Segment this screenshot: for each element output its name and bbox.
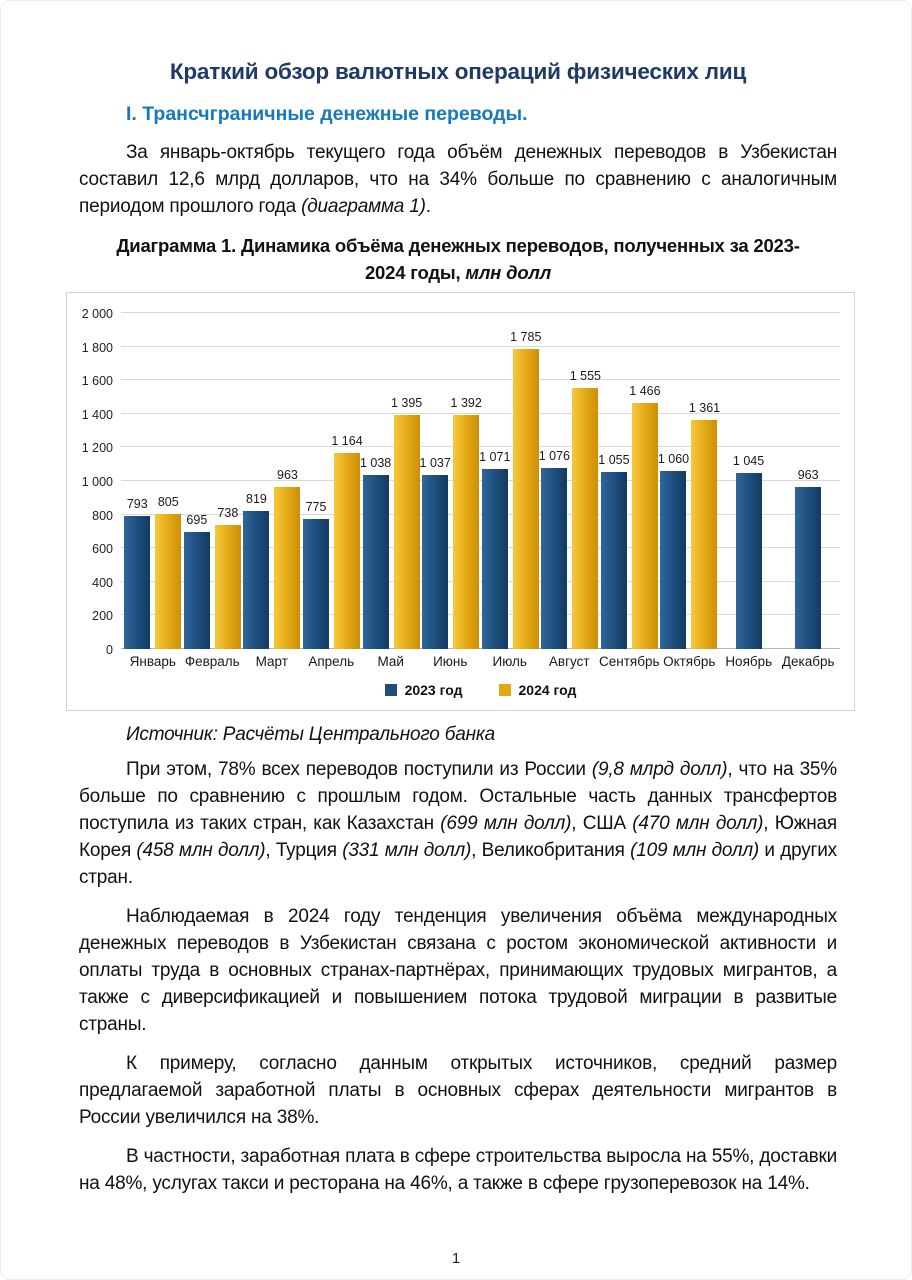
bar-value-label: 1 038 bbox=[359, 455, 392, 470]
x-tick-label: Май bbox=[377, 654, 404, 669]
x-tick-label: Июнь bbox=[433, 654, 468, 669]
bar-value-label: 819 bbox=[246, 492, 267, 507]
x-tick-label: Октябрь bbox=[663, 654, 716, 669]
y-tick-label: 1 600 bbox=[81, 374, 113, 389]
bar-value-label: 775 bbox=[305, 499, 327, 514]
bar-2024-год-Март bbox=[274, 468, 300, 649]
month-group bbox=[123, 313, 183, 649]
x-tick-label: Июль bbox=[492, 654, 527, 669]
x-tick-label: Апрель bbox=[308, 654, 355, 669]
bar-value-label: 1 076 bbox=[538, 449, 570, 464]
bar-value-label: 1 785 bbox=[510, 330, 542, 345]
bar-chart bbox=[66, 292, 855, 711]
y-tick-label: 0 bbox=[106, 643, 113, 657]
bar-2023-год-Июнь bbox=[419, 455, 451, 649]
month-group bbox=[421, 313, 481, 649]
month-group bbox=[719, 313, 779, 649]
y-tick-label: 1 200 bbox=[81, 441, 113, 456]
chart-plot-area bbox=[121, 313, 840, 649]
bar-value-label: 695 bbox=[186, 513, 208, 528]
bar-value-label: 738 bbox=[217, 506, 239, 521]
bar-value-label: 1 361 bbox=[688, 401, 721, 416]
month-group bbox=[242, 313, 302, 649]
legend-label: 2023 год bbox=[404, 682, 463, 698]
paragraph-trend: Наблюдаемая в 2024 году тенденция увеличения объёма международных денежных переводов в Узбекистан связана с ростом экономической активности и оплаты труда в основных странах-партнёрах, принимающих трудовых мигрантов, а также с диверсификацией и повышением потока трудовой миграции в развитые страны. bbox=[79, 906, 837, 1035]
bar-value-label: 1 466 bbox=[629, 383, 661, 398]
bar-2024-год-Июнь bbox=[450, 396, 482, 649]
bar-2024-год-Май bbox=[390, 395, 423, 649]
legend-swatch-icon bbox=[385, 684, 397, 696]
month-group bbox=[302, 313, 362, 649]
bar-value-label: 1 392 bbox=[450, 396, 482, 411]
bar-value-label: 1 060 bbox=[657, 451, 690, 466]
y-tick-label: 600 bbox=[92, 542, 113, 557]
y-tick-label: 400 bbox=[92, 575, 113, 590]
bar-2024-год-Февраль bbox=[215, 506, 241, 649]
legend-item bbox=[499, 682, 577, 698]
paragraph-russia: При этом, 78% всех переводов поступили из России (9,8 млрд долл), что на 35% больше по сравнению с прошлым годом. Остальные часть данных трансфертов поступила из таких стран, как Казахстан (699 млн долл), США (470 млн долл), Южная Корея (458 млн долл), Турция (331 млн долл), Великобритания (109 млн долл) и других стран. bbox=[79, 759, 837, 888]
bar-2023-год-Февраль bbox=[184, 513, 210, 649]
bar-2024-год-Сентябрь bbox=[629, 383, 661, 649]
bar-value-label: 793 bbox=[126, 496, 148, 511]
x-tick-label: Февраль bbox=[184, 654, 240, 669]
chart-bars bbox=[121, 313, 840, 649]
bar-2023-год-Июль bbox=[479, 450, 511, 649]
legend-swatch-icon bbox=[499, 684, 511, 696]
legend-item bbox=[385, 682, 463, 698]
bar-2023-год-Декабрь bbox=[795, 468, 821, 649]
y-tick-label: 1 400 bbox=[81, 407, 113, 422]
month-group bbox=[361, 313, 421, 649]
bar-value-label: 1 055 bbox=[598, 452, 630, 467]
bar-2023-год-Август bbox=[538, 449, 570, 649]
x-tick-label: Январь bbox=[129, 654, 176, 669]
bar-value-label: 805 bbox=[157, 494, 179, 509]
month-group bbox=[480, 313, 540, 649]
x-tick-label: Март bbox=[255, 654, 288, 669]
paragraph-wages: К примеру, согласно данным открытых источников, средний размер предлагаемой заработной платы в основных сферах деятельности мигрантов в России увеличился на 38%. bbox=[79, 1053, 837, 1128]
y-tick-label: 200 bbox=[92, 609, 113, 624]
x-tick-label: Август bbox=[548, 654, 590, 669]
paragraph-intro: За январь-октябрь текущего года объём денежных переводов в Узбекистан составил 12,6 млрд долларов, что на 34% больше по сравнению с аналогичным периодом прошлого года (диаграмма 1). bbox=[79, 142, 837, 217]
bar-2024-год-Август bbox=[569, 368, 601, 649]
bar-2023-год-Апрель bbox=[303, 499, 329, 649]
bar-value-label: 963 bbox=[797, 468, 819, 483]
month-group bbox=[659, 313, 719, 649]
y-tick-label: 1 000 bbox=[81, 475, 113, 489]
chart-x-axis bbox=[121, 654, 840, 669]
bar-2023-год-Май bbox=[359, 455, 392, 649]
month-group bbox=[600, 313, 660, 649]
bar-value-label: 1 045 bbox=[732, 454, 765, 469]
bar-value-label: 1 037 bbox=[419, 455, 451, 470]
bar-value-label: 1 555 bbox=[569, 368, 601, 383]
chart-y-axis bbox=[73, 307, 121, 657]
month-group bbox=[778, 313, 838, 649]
bar-2023-год-Октябрь bbox=[657, 451, 690, 649]
bar-2024-год-Октябрь bbox=[688, 401, 721, 649]
page-number: 1 bbox=[451, 1250, 461, 1267]
bar-value-label: 1 395 bbox=[390, 395, 423, 410]
x-tick-label: Ноябрь bbox=[725, 654, 773, 669]
bar-value-label: 1 164 bbox=[331, 434, 363, 449]
y-tick-label: 1 800 bbox=[81, 340, 113, 355]
section-heading: I. Трансчграничные денежные переводы. bbox=[126, 103, 528, 125]
bar-2023-год-Сентябрь bbox=[598, 452, 630, 649]
bar-2024-год-Июль bbox=[510, 330, 542, 649]
bar-2023-год-Ноябрь bbox=[732, 454, 765, 649]
chart-legend bbox=[121, 682, 840, 698]
x-tick-label: Декабрь bbox=[781, 654, 835, 669]
bar-value-label: 1 071 bbox=[479, 450, 511, 465]
x-tick-label: Сентябрь bbox=[599, 654, 660, 669]
bar-2024-год-Январь bbox=[155, 494, 181, 649]
y-tick-label: 800 bbox=[92, 508, 113, 523]
legend-label: 2024 год bbox=[518, 682, 577, 698]
bar-value-label: 963 bbox=[277, 468, 298, 483]
source-note: Источник: Расчёты Центрального банка bbox=[126, 724, 495, 745]
month-group bbox=[540, 313, 600, 649]
paragraph-sectors: В частности, заработная плата в сфере строительства выросла на 55%, доставки на 48%, услугах такси и ресторана на 46%, а также в сфере грузоперевозок на 14%. bbox=[79, 1146, 837, 1194]
bar-2023-год-Январь bbox=[124, 496, 150, 649]
bar-2023-год-Март bbox=[243, 492, 269, 649]
y-tick-label: 2 000 bbox=[81, 307, 113, 321]
month-group bbox=[183, 313, 243, 649]
page-title: Краткий обзор валютных операций физических лиц bbox=[169, 59, 747, 84]
chart-title: Диаграмма 1. Динамика объёма денежных переводов, полученных за 2023-2024 годы, млн долл bbox=[116, 235, 800, 283]
bar-2024-год-Апрель bbox=[331, 434, 363, 649]
